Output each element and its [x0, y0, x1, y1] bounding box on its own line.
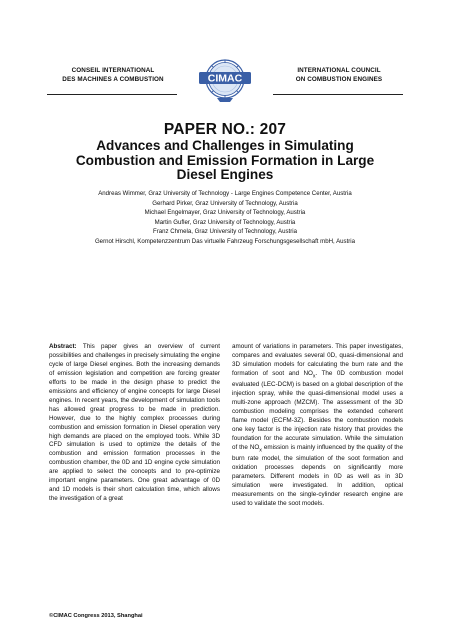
abstract-label: Abstract:: [49, 343, 77, 350]
author-line: Michael Engelmayer, Graz University of Technology, Austria: [144, 209, 306, 217]
paper-title: [30, 139, 420, 183]
nox-subscript: x: [312, 373, 316, 380]
title-line-2: Combustion and Emission Formation in Large: [75, 152, 375, 168]
abstract-right-column: [232, 343, 403, 509]
header-left-line1: CONSEIL INTERNATIONAL: [71, 67, 155, 74]
header-left-line2: DES MACHINES A COMBUSTION: [62, 75, 164, 83]
header-right-line2: ON COMBUSTION ENGINES: [295, 75, 383, 83]
author-line: Andreas Wimmer, Graz University of Technology - Large Engines Competence Center, Austria: [98, 190, 352, 197]
author-line: Gernot Hirschl, Kompetenzzentrum Das virtuelle Fahrzeug Forschungsgesellschaft mbH, Austria: [94, 237, 356, 245]
header-left: [47, 67, 179, 84]
logo-wordmark: CIMAC: [207, 72, 243, 85]
title-line-3: Diesel Engines: [176, 167, 274, 183]
nox-subscript: x: [259, 446, 262, 453]
author-list: [20, 189, 430, 246]
header-right-line1: INTERNATIONAL COUNCIL: [297, 67, 381, 74]
author-line: Martin Gufler, Graz University of Technology, Austria: [154, 218, 296, 226]
abstract-text-right-2: . The 0D combustion model evaluated (LEC-DCM) is based on a global description of the injection spray, while the quasi-dimensional model uses a multi-zone approach (MZCM). The assessment of the 3D combustion modeling comprises the extended coherent flame model (ECFM-3Z). Besides the combustion models one key factor is the injection rate history that provides the foundation for the accurate simulation. While the simulation of the NO: [232, 369, 403, 451]
author-line: Franz Chmela, Graz University of Technology, Austria: [152, 228, 298, 236]
title-line-1: Advances and Challenges in Simulating: [96, 138, 354, 153]
abstract-text-right-1: amount of variations in parameters. This paper investigates, compares and evaluates several 0D, quasi-dimensional and 3D simulation models for calculating the burn rate and the formation of soot and NO: [232, 343, 403, 377]
cimac-logo: [193, 58, 257, 104]
abstract-text-right-3: emission is mainly influenced by the quality of the burn rate model, the simulation of the soot formation and oxidation processes depends on significantly more parameters. Different models in 0D as well as in 3D simulation were investigated. In addition, optical measurements on the single-cylinder research engine are used to validate the soot models.: [232, 443, 404, 507]
abstract-paragraph-left: [49, 343, 220, 504]
paper-number: PAPER NO.: 207: [163, 121, 287, 138]
author-line: Gerhard Pirker, Graz University of Technology, Austria: [152, 199, 298, 207]
abstract-text-left: This paper gives an overview of current possibilities and challenges in precisely simulating the engine cycle of large Diesel engines. Both the increasing demands of emission legislation and competition are forcing greater efforts to be made in the design phase to predict the emissions and efficiency of engine concepts for large Diesel engines. In recent years, the development of simulation tools has allowed great progress to be made in prediction. However, due to the highly complex processes during combustion and emission formation in Diesel operation very high demands are placed on the employed tools. While 3D CFD simulation is used to optimize the details of the combustion and emission formation processes in the combustion chamber, the 0D and 1D engine cycle simulation are applied to select the concepts and to pre-optimize important engine parameters. One great advantage of 0D and 1D models is their short calculation time, which allows the investigation of a great: [49, 343, 220, 503]
header-left-rule: [47, 94, 177, 95]
abstract-paragraph-right: [232, 343, 403, 509]
abstract-left-column: [49, 343, 220, 504]
header-right: [273, 67, 405, 84]
header-right-rule: [273, 94, 403, 95]
footer-copyright: ©CIMAC Congress 2013, Shanghai: [49, 613, 143, 619]
